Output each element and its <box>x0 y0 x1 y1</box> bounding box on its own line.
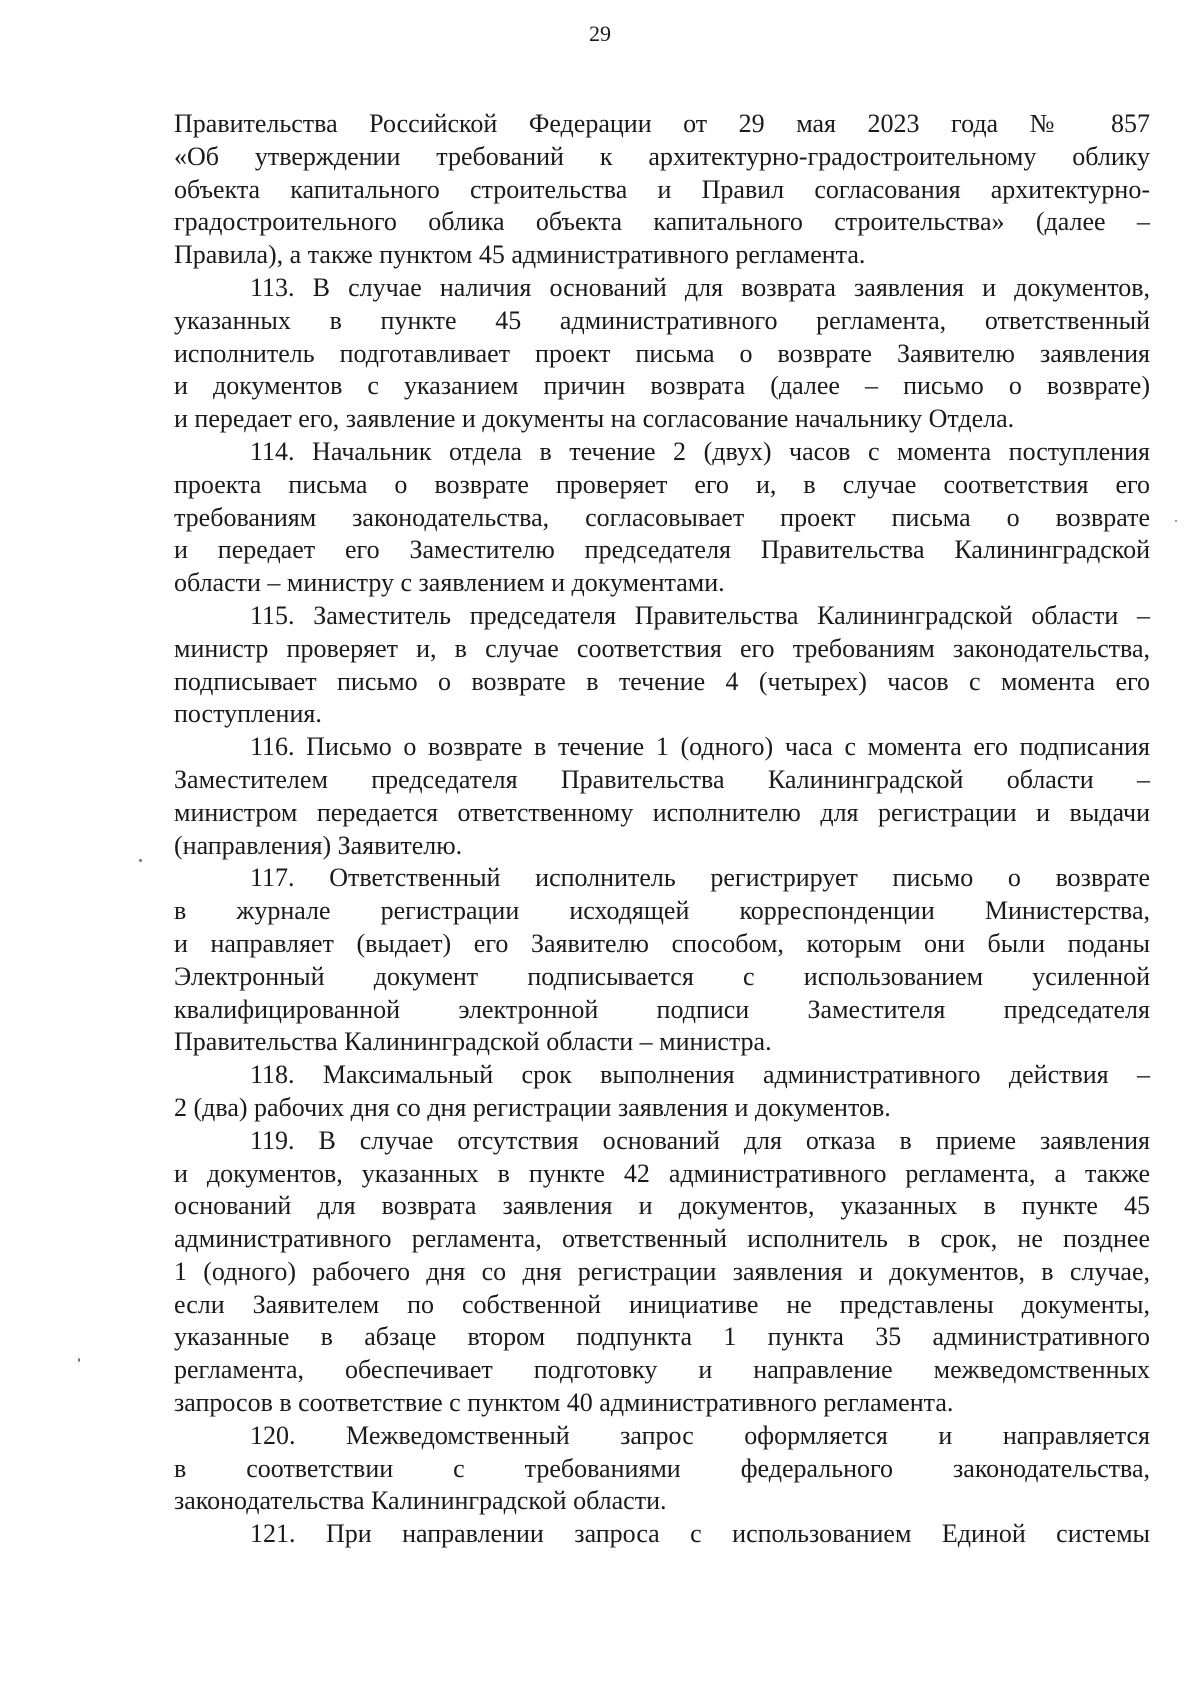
text-line: градостроительного облика объекта капитального строительства» (далее – <box>174 207 1150 237</box>
paragraph-first-line: 115. Заместитель председателя Правительства Калининградской области – <box>250 600 1150 630</box>
paragraph-first-line: 117. Ответственный исполнитель регистрирует письмо о возврате <box>250 863 1150 893</box>
paragraph-first-line: 116. Письмо о возврате в течение 1 (одного) часа с момента его подписания <box>250 732 1150 762</box>
paragraph-first-line: 121. При направлении запроса с использованием Единой системы <box>250 1519 1150 1549</box>
text-line: и передает его, заявление и документы на согласование начальнику Отдела. <box>174 404 1015 434</box>
text-line: поступления. <box>174 699 322 729</box>
text-line: Правила), а также пунктом 45 административного регламента. <box>174 240 866 270</box>
text-line: и направляет (выдает) его Заявителю способом, которым они были поданы <box>174 928 1150 958</box>
text-line: оснований для возврата заявления и документов, указанных в пункте 45 <box>174 1191 1150 1221</box>
text-line: и документов, указанных в пункте 42 административного регламента, а также <box>174 1158 1150 1188</box>
text-line: исполнитель подготавливает проект письма о возврате Заявителю заявления <box>174 338 1150 368</box>
text-line: и передает его Заместителю председателя Правительства Калининградской <box>174 535 1150 565</box>
paragraph-first-line: 118. Максимальный срок выполнения административного действия – <box>250 1060 1150 1090</box>
text-line: если Заявителем по собственной инициативе не представлены документы, <box>174 1289 1150 1319</box>
text-line: 1 (одного) рабочего дня со дня регистрации заявления и документов, в случае, <box>174 1256 1150 1286</box>
text-line: в соответствии с требованиями федерального законодательства, <box>174 1453 1150 1483</box>
text-line: регламента, обеспечивает подготовку и направление межведомственных <box>174 1355 1150 1385</box>
text-line: Заместителем председателя Правительства Калининградской области – <box>174 764 1150 794</box>
paragraph-first-line: 114. Начальник отдела в течение 2 (двух) часов с момента поступления <box>250 436 1150 466</box>
text-line: министр проверяет и, в случае соответствия его требованиям законодательства, <box>174 633 1150 663</box>
text-line: Правительства Российской Федерации от 29 мая 2023 года № 857 <box>174 109 1150 138</box>
scan-speck <box>139 859 142 862</box>
paragraph-first-line: 113. В случае наличия оснований для возврата заявления и документов, <box>250 272 1150 302</box>
paragraph-first-line: 120. Межведомственный запрос оформляется и направляется <box>250 1420 1150 1450</box>
text-line: законодательства Калининградской области. <box>174 1486 667 1516</box>
text-line: Электронный документ подписывается с использованием усиленной <box>174 961 1150 991</box>
text-line: подписывает письмо о возврате в течение 4 (четырех) часов с момента его <box>174 666 1150 696</box>
text-line: проекта письма о возврате проверяет его и, в случае соответствия его <box>174 469 1150 499</box>
page-number: 29 <box>589 21 611 46</box>
text-line: указанные в абзаце втором подпункта 1 пункта 35 административного <box>174 1322 1150 1352</box>
paragraph-first-line: 119. В случае отсутствия оснований для отказа в приеме заявления <box>250 1125 1150 1155</box>
text-line: Правительства Калининградской области – министра. <box>174 1027 772 1057</box>
text-line: квалифицированной электронной подписи Заместителя председателя <box>174 994 1150 1024</box>
text-line: указанных в пункте 45 административного регламента, ответственный <box>174 305 1150 335</box>
scan-speck <box>1175 520 1177 522</box>
document-body <box>174 108 1150 1551</box>
text-line: министром передается ответственному исполнителю для регистрации и выдачи <box>174 797 1150 827</box>
text-line: запросов в соответствие с пунктом 40 административного регламента. <box>174 1388 954 1418</box>
text-line: «Об утверждении требований к архитектурно-градостроительному облику <box>174 141 1150 171</box>
text-line: и документов с указанием причин возврата (далее – письмо о возврате) <box>174 371 1150 401</box>
scan-speck <box>78 1358 80 1362</box>
text-line: объекта капитального строительства и Правил согласования архитектурно- <box>174 174 1150 204</box>
text-line: (направления) Заявителю. <box>174 830 463 860</box>
text-line: в журнале регистрации исходящей корреспонденции Министерства, <box>174 896 1150 926</box>
text-line: требованиям законодательства, согласовывает проект письма о возврате <box>174 502 1150 532</box>
text-line: административного регламента, ответственный исполнитель в срок, не позднее <box>174 1224 1150 1254</box>
text-line: 2 (два) рабочих дня со дня регистрации заявления и документов. <box>174 1092 891 1122</box>
text-line: области – министру с заявлением и документами. <box>174 568 725 598</box>
